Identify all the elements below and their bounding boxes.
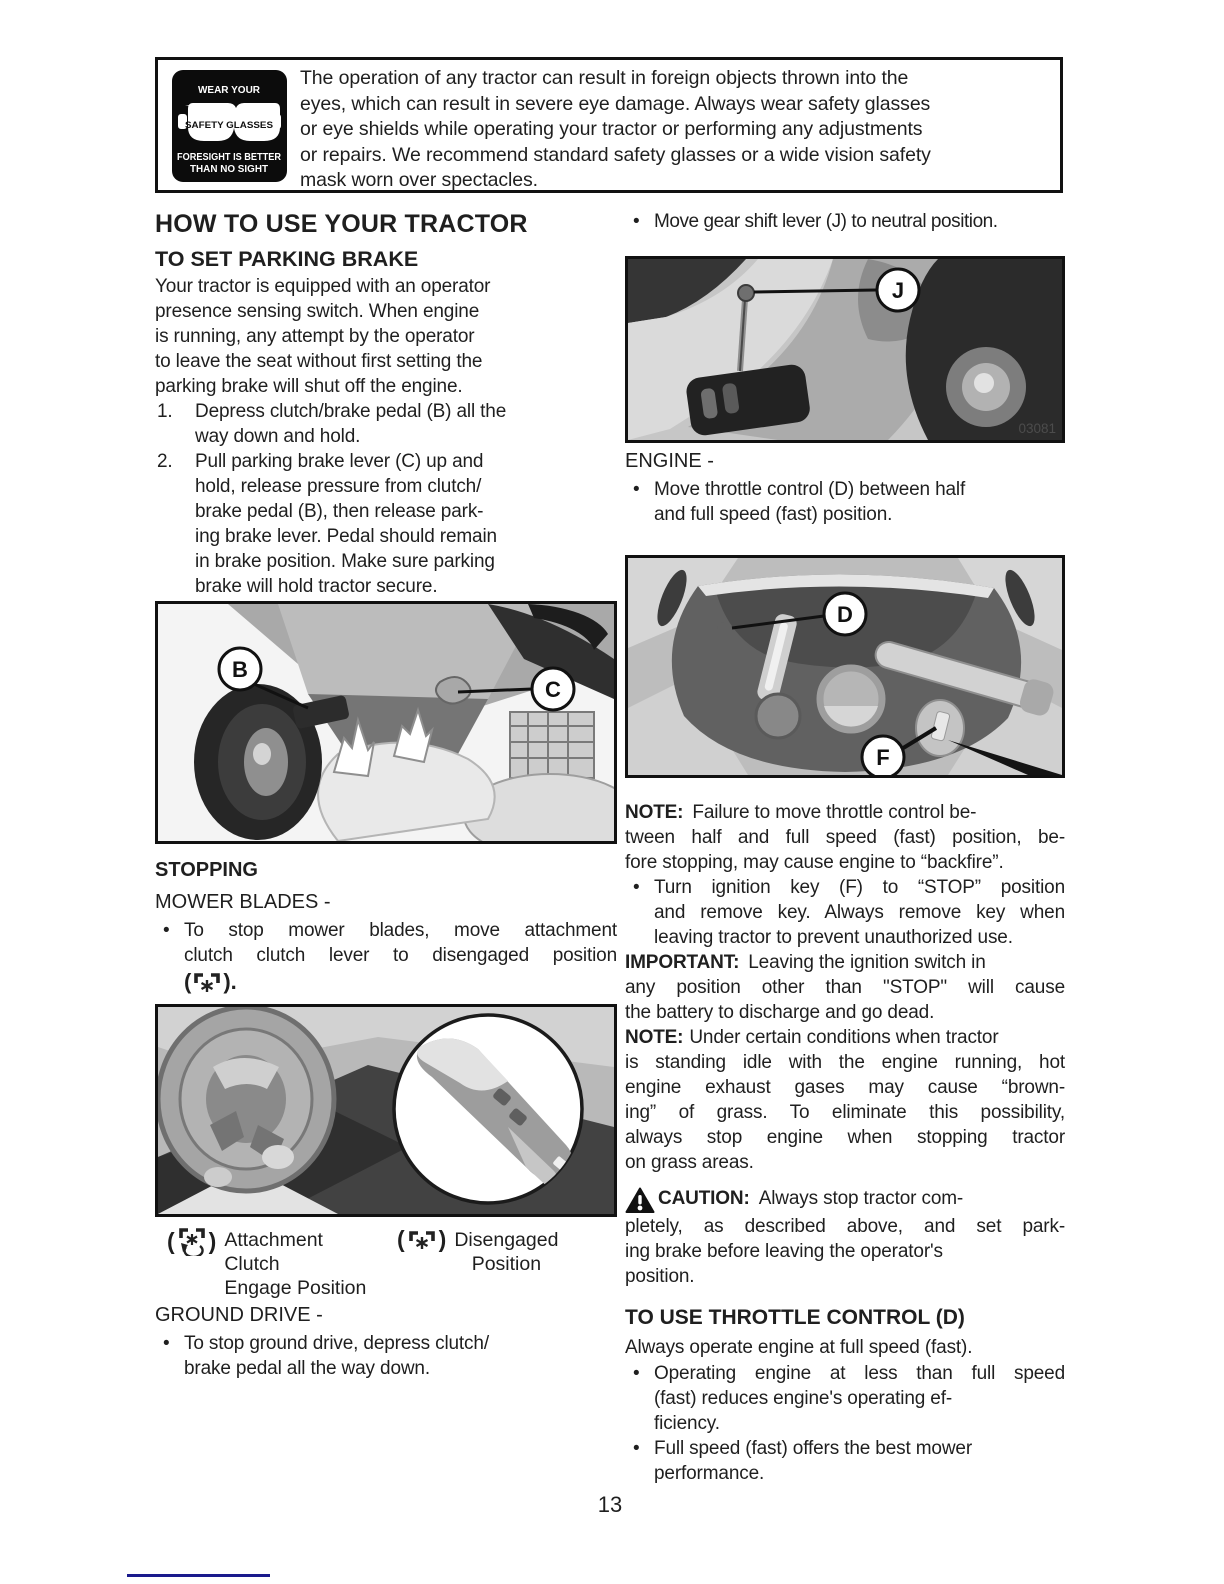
text-line: (fast) reduces engine's operating ef- — [654, 1388, 953, 1409]
text-line: ficiency. — [654, 1413, 720, 1434]
photo-id-label: 03081 — [1018, 421, 1056, 436]
ground-drive-label: GROUND DRIVE - — [155, 1304, 323, 1326]
section-heading: HOW TO USE YOUR TRACTOR — [155, 210, 528, 238]
figure-dashboard — [625, 555, 1065, 778]
mower-bullet-item — [155, 918, 617, 996]
text-line: engine exhaust gases may cause “brown- — [625, 1077, 1065, 1098]
mower-blades-label: MOWER BLADES - — [155, 891, 331, 913]
figure-gear-shift — [625, 256, 1065, 443]
text-line: performance. — [654, 1463, 765, 1484]
text-line: brake pedal (B), then release park- — [195, 501, 484, 522]
throttle-heading: TO USE THROTTLE CONTROL (D) — [625, 1306, 965, 1329]
safety-notice-text — [294, 60, 1060, 194]
text-line: fore stopping, may cause engine to “backfire”. — [625, 852, 1004, 873]
badge-line-4: THAN NO SIGHT — [190, 164, 268, 175]
text-line: To stop mower blades, move attachment — [184, 920, 617, 941]
caption-line: Engage Position — [224, 1277, 367, 1299]
throttle-bullet-1 — [625, 1361, 1065, 1436]
safety-line: or repairs. We recommend standard safety glasses or a wide vision safety — [300, 143, 931, 166]
important-label: IMPORTANT: — [625, 952, 740, 973]
safety-glasses-badge — [171, 69, 288, 188]
caption-line: Disengaged — [454, 1229, 559, 1251]
bullet-marker: • — [633, 1363, 640, 1384]
text-line: Always operate engine at full speed (fast). — [625, 1337, 973, 1358]
text-line: Depress clutch/brake pedal (B) all the — [195, 401, 507, 422]
text-line: brake will hold tractor secure. — [195, 576, 438, 597]
intro-paragraph — [155, 274, 617, 399]
ground-drive-section — [155, 1302, 617, 1381]
page-number: 13 — [597, 1492, 623, 1517]
paren-open: ( — [184, 969, 192, 994]
bullet-marker: • — [163, 1333, 170, 1354]
caption-line: Attachment — [224, 1229, 323, 1251]
text-line: brake pedal all the way down. — [184, 1358, 430, 1379]
paren-close: ). — [223, 969, 237, 994]
badge-line-3: FORESIGHT IS BETTER — [177, 152, 282, 163]
text-line: To stop ground drive, depress clutch/ — [184, 1333, 489, 1354]
text-line: and full speed (fast) position. — [654, 504, 893, 525]
badge-line-2: SAFETY GLASSES — [185, 120, 273, 131]
figure-attachment-clutch — [155, 1004, 617, 1217]
bullet-marker: • — [163, 920, 170, 941]
throttle-bullet-2 — [625, 1436, 1065, 1486]
numbered-step-1 — [155, 399, 617, 449]
text-line: Under certain conditions when tractor — [689, 1027, 999, 1048]
engage-caption — [167, 1228, 366, 1300]
safety-line: or eye shields while operating your tractor or performing any adjustments — [300, 118, 923, 140]
text-line: Move gear shift lever (J) to neutral position. — [654, 211, 998, 232]
engine-section — [625, 448, 1065, 527]
paren-close: ) — [208, 1227, 217, 1254]
step-number: 1. — [157, 401, 173, 422]
safety-notice-box — [155, 57, 1063, 193]
text-line: Operating engine at less than full speed — [654, 1363, 1065, 1384]
figure-parking-brake — [155, 601, 617, 844]
bullet-marker: • — [633, 877, 640, 898]
text-line: and remove key. Always remove key when — [654, 902, 1065, 923]
text-line: Leaving the ignition switch in — [748, 952, 986, 973]
engage-caption-text — [224, 1228, 366, 1300]
disengaged-caption — [397, 1228, 558, 1276]
engine-label: ENGINE - — [625, 450, 714, 472]
stopping-heading: STOPPING — [155, 859, 258, 881]
text-line: Full speed (fast) offers the best mower — [654, 1438, 972, 1459]
text-line: any position other than "STOP" will cause — [625, 977, 1065, 998]
attachment-clutch-disengaged-icon — [406, 1227, 438, 1253]
warning-triangle-icon — [625, 1187, 655, 1214]
callout-c: C — [545, 677, 561, 702]
text-line: Failure to move throttle control be- — [692, 802, 977, 823]
text-line: is standing idle with the engine running, hot — [625, 1052, 1065, 1073]
ignition-key-bullet — [625, 875, 1065, 950]
callout-d: D — [837, 602, 853, 627]
caption-line: Position — [471, 1253, 542, 1275]
footer-rule — [127, 1574, 270, 1577]
bullet-marker: • — [633, 211, 640, 232]
text-line: ing brake lever. Pedal should remain — [195, 526, 497, 547]
text-line: always stop engine when stopping tractor — [625, 1127, 1065, 1148]
throttle-bullet — [625, 477, 1065, 527]
left-column-top — [155, 207, 617, 599]
text-line: parking brake will shut off the engine. — [155, 376, 463, 397]
important-paragraph — [625, 950, 1065, 1025]
disengaged-caption-text — [454, 1228, 558, 1276]
bullet-marker: • — [633, 1438, 640, 1459]
paren-open: ( — [167, 1227, 175, 1254]
safety-line: eyes, which can result in severe eye damage. Always wear safety glasses — [300, 92, 931, 115]
right-column-top — [625, 209, 1065, 234]
text-line: hold, release pressure from clutch/ — [195, 476, 482, 497]
text-line: in brake position. Make sure parking — [195, 551, 495, 572]
text-line: is running, any attempt by the operator — [155, 326, 475, 347]
note-paragraph-2 — [625, 1025, 1065, 1175]
callout-f: F — [876, 745, 890, 770]
ground-drive-bullet — [155, 1331, 617, 1381]
stopping-section — [155, 857, 617, 996]
text-line: ing brake before leaving the operator's — [625, 1241, 943, 1262]
safety-line: The operation of any tractor can result in foreign objects thrown into the — [300, 67, 909, 89]
safety-glasses-icon — [171, 69, 288, 183]
text-line: Move throttle control (D) between half — [654, 479, 966, 500]
numbered-step-2 — [155, 449, 617, 599]
text-line: pletely, as described above, and set park- — [625, 1216, 1065, 1237]
text-line: Your tractor is equipped with an operator — [155, 276, 491, 297]
right-notes-block — [625, 800, 1065, 1486]
text-line: presence sensing switch. When engine — [155, 301, 480, 322]
text-line: Always stop tractor com- — [758, 1188, 964, 1209]
attachment-clutch-disengaged-icon — [192, 970, 222, 996]
attachment-clutch-engage-icon — [176, 1226, 208, 1256]
step-number: 2. — [157, 451, 173, 472]
text-line: way down and hold. — [195, 426, 361, 447]
paren-open: ( — [397, 1226, 405, 1252]
note-label: NOTE: — [625, 802, 684, 823]
text-line: on grass areas. — [625, 1152, 754, 1173]
text-line: Pull parking brake lever (C) up and — [195, 451, 484, 472]
note-label: NOTE: — [625, 1027, 684, 1048]
disengage-symbol-line — [184, 968, 617, 996]
caution-paragraph — [625, 1186, 1065, 1289]
text-line: ing” of grass. To eliminate this possibility, — [625, 1102, 1065, 1123]
note-paragraph-1 — [625, 800, 1065, 875]
bullet-marker: • — [633, 479, 640, 500]
text-line: leaving tractor to prevent unauthorized use. — [654, 927, 1013, 948]
caution-label: CAUTION: — [658, 1188, 750, 1209]
callout-j: J — [891, 278, 905, 303]
gear-shift-bullet — [625, 209, 1065, 234]
text-line: Turn ignition key (F) to “STOP” position — [654, 877, 1065, 898]
text-line: to leave the seat without first setting the — [155, 351, 483, 372]
text-line: position. — [625, 1266, 695, 1287]
text-line: clutch clutch lever to disengaged position — [184, 945, 617, 966]
caption-line: Clutch — [224, 1253, 280, 1275]
text-line: the battery to discharge and go dead. — [625, 1002, 935, 1023]
text-line: tween half and full speed (fast) position, be- — [625, 827, 1065, 848]
subsection-heading: TO SET PARKING BRAKE — [155, 247, 419, 271]
safety-line: mask worn over spectacles. — [300, 169, 538, 191]
paren-close: ) — [438, 1226, 447, 1252]
callout-b: B — [232, 657, 248, 682]
badge-line-1: WEAR YOUR — [197, 85, 261, 96]
